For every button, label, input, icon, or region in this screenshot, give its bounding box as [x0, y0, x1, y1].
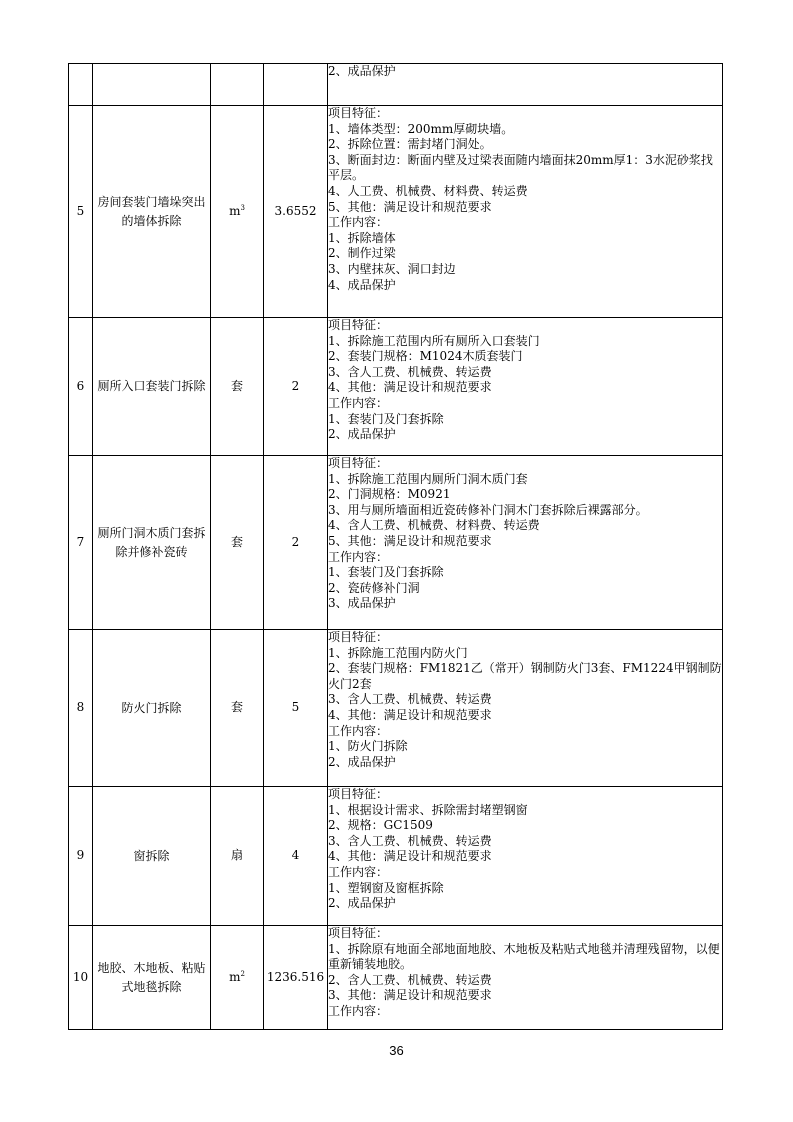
row-number: 7	[69, 456, 93, 630]
quantity: 5	[264, 630, 328, 787]
row-number: 10	[69, 926, 93, 1030]
unit: $m^2$	[211, 926, 264, 1030]
table-row	[69, 64, 723, 106]
description: 项目特征： 1、拆除原有地面全部地面地胶、木地板及粘贴式地毯并清理残留物，以便重新铺装地胶。 2、含人工费、机械费、转运费 3、其他：满足设计和规范要求 工作内容：	[328, 926, 723, 1030]
page-number: 36	[389, 1043, 404, 1058]
description: 项目特征： 1、拆除施工范围内防火门 2、套装门规格：FM1821乙（常开）钢制防火门3套、FM1224甲钢制防火门2套 3、含人工费、机械费、转运费 4、其他：满足设计和规范要求 工作内容： 1、防火门拆除 2、成品保护	[328, 630, 723, 787]
unit: $m^3$	[211, 106, 264, 318]
table-row	[69, 630, 723, 787]
item-name: 防火门拆除	[93, 630, 211, 787]
row-number: 9	[69, 787, 93, 926]
row-number: 6	[69, 318, 93, 456]
table-row	[69, 318, 723, 456]
table-row	[69, 926, 723, 1030]
bill-table	[68, 63, 723, 1030]
quantity: 1236.516	[264, 926, 328, 1030]
unit: 套	[211, 318, 264, 456]
unit: 扇	[211, 787, 264, 926]
quantity: 2	[264, 318, 328, 456]
row-number: 8	[69, 630, 93, 787]
description: 项目特征： 1、根据设计需求、拆除需封堵塑钢窗 2、规格：GC1509 3、含人工费、机械费、转运费 4、其他：满足设计和规范要求 工作内容： 1、塑钢窗及窗框拆除 2、成品保护	[328, 787, 723, 926]
description: 项目特征： 1、墙体类型：200mm厚砌块墙。 2、拆除位置：需封堵门洞处。 3、断面封边：断面内壁及过梁表面随内墙面抹20mm厚1：3水泥砂浆找平层。 4、人工费、机械费、材料费、转运费 5、其他：满足设计和规范要求 工作内容： 1、拆除墙体 2、制作过梁 3、内壁抹灰、洞口封边 4、成品保护	[328, 106, 723, 318]
quantity: 2	[264, 456, 328, 630]
quantity: 4	[264, 787, 328, 926]
item-name: 厕所入口套装门拆除	[93, 318, 211, 456]
unit: 套	[211, 456, 264, 630]
item-name: 房间套装门墙垛突出的墙体拆除	[93, 106, 211, 318]
row-number: 5	[69, 106, 93, 318]
table-row	[69, 106, 723, 318]
table-row	[69, 787, 723, 926]
row-number	[69, 64, 93, 106]
description: 项目特征： 1、拆除施工范围内厕所门洞木质门套 2、门洞规格：M0921 3、用与厕所墙面相近瓷砖修补门洞木门套拆除后裸露部分。 4、含人工费、机械费、材料费、转运费 5、其他：满足设计和规范要求 工作内容： 1、套装门及门套拆除 2、瓷砖修补门洞 3、成品保护	[328, 456, 723, 630]
item-name: 窗拆除	[93, 787, 211, 926]
description: 2、成品保护	[328, 64, 723, 106]
description: 项目特征： 1、拆除施工范围内所有厕所入口套装门 2、套装门规格：M1024木质套装门 3、含人工费、机械费、转运费 4、其他：满足设计和规范要求 工作内容： 1、套装门及门套拆除 2、成品保护	[328, 318, 723, 456]
item-name: 地胶、木地板、粘贴式地毯拆除	[93, 926, 211, 1030]
unit	[211, 64, 264, 106]
item-name	[93, 64, 211, 106]
unit: 套	[211, 630, 264, 787]
quantity	[264, 64, 328, 106]
item-name: 厕所门洞木质门套拆除并修补瓷砖	[93, 456, 211, 630]
quantity: 3.6552	[264, 106, 328, 318]
table-row	[69, 456, 723, 630]
